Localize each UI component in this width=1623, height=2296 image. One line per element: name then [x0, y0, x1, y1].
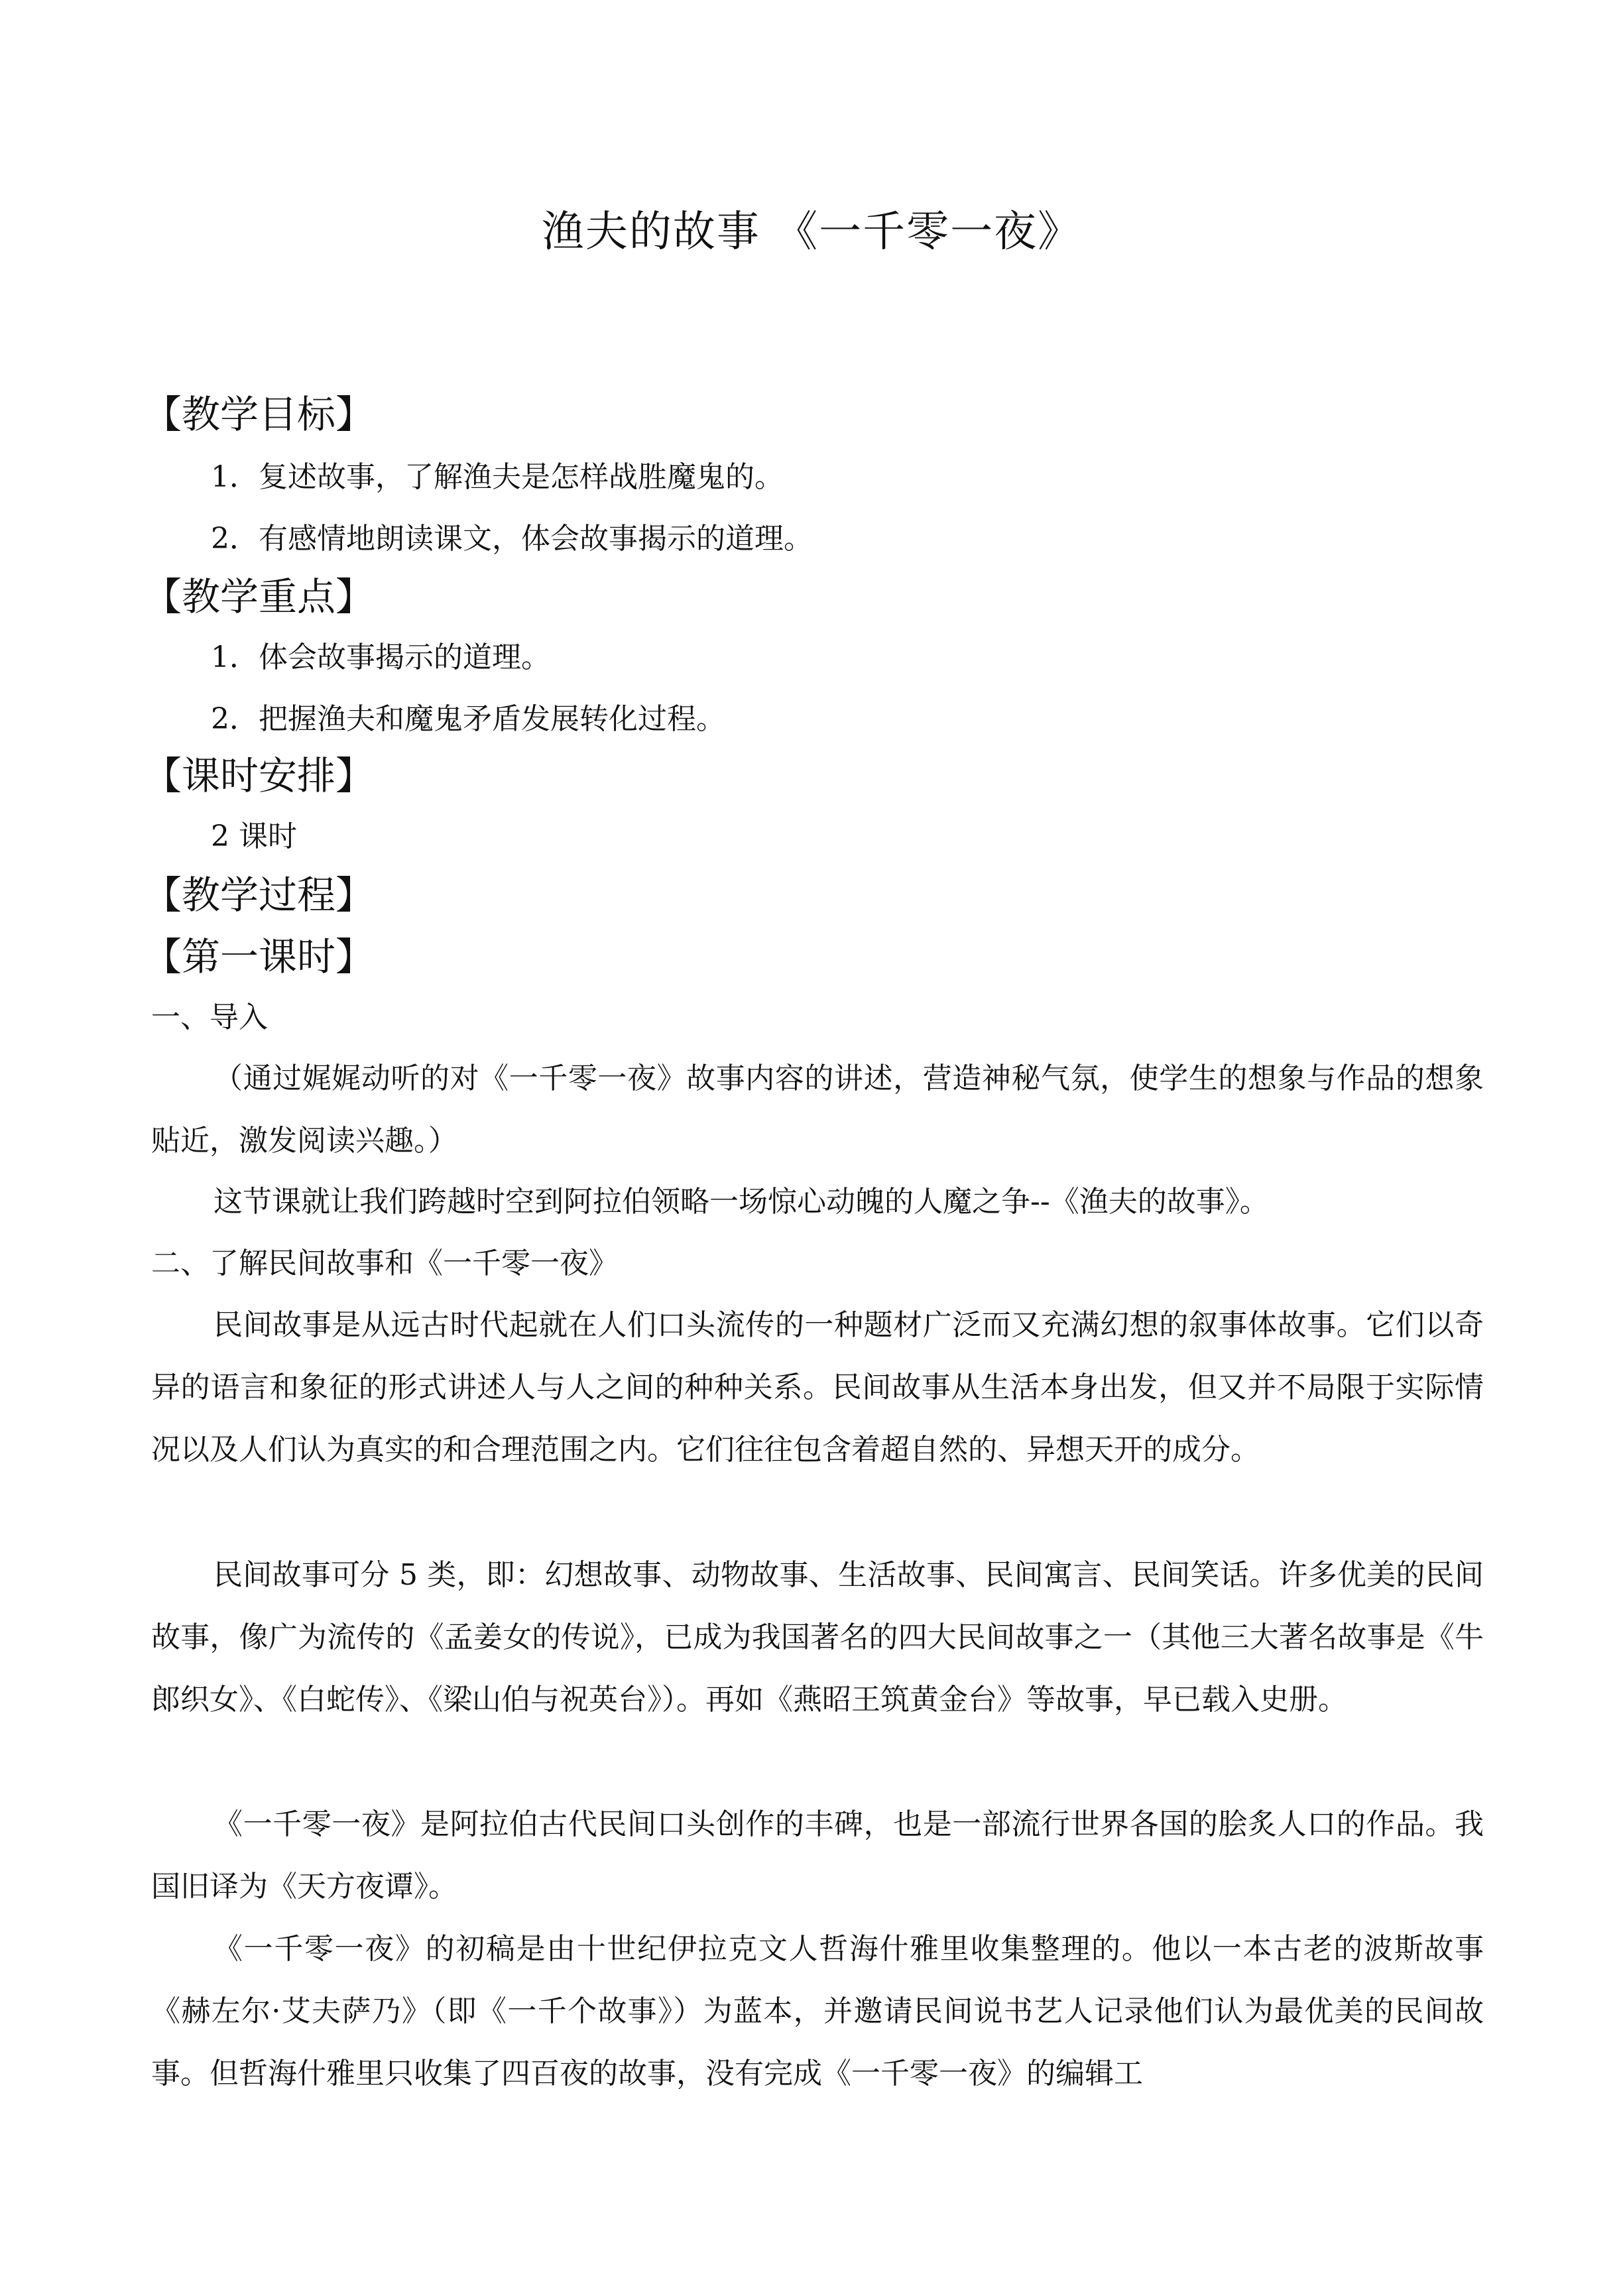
key-point-item-2: 2．把握渔夫和魔鬼矛盾发展转化过程。 — [211, 702, 725, 736]
heading-schedule: 【课时安排】 — [143, 753, 375, 798]
heading-key-points: 【教学重点】 — [143, 574, 375, 619]
section-folk-stories: 二、了解民间故事和《一千零一夜》 — [151, 1246, 618, 1280]
heading-first-lesson: 【第一课时】 — [143, 934, 375, 979]
objective-item-2: 2．有感情地朗读课文，体会故事揭示的道理。 — [211, 522, 813, 556]
paragraph-folk-categories: 民间故事可分 5 类，即：幻想故事、动物故事、生活故事、民间寓言、民间笑话。许多优美的民间故事，像广为流传的《孟姜女的传说》，已成为我国著名的四大民间故事之一（其他三大著名故事是《牛郎织女》、《白蛇传》、《梁山伯与祝英台》）。再如《燕昭王筑黄金台》等故事，早已载入史册。 — [151, 1558, 1484, 1717]
objective-item-1: 1．复述故事，了解渔夫是怎样战胜魔鬼的。 — [211, 460, 784, 494]
key-point-item-1: 1．体会故事揭示的道理。 — [211, 640, 550, 674]
paragraph-nights-overview: 《一千零一夜》是阿拉伯古代民间口头创作的丰碑，也是一部流行世界各国的脍炙人口的作品。我国旧译为《天方夜谭》。 — [151, 1807, 1484, 1903]
section-intro: 一、导入 — [151, 1000, 268, 1034]
heading-objectives: 【教学目标】 — [143, 392, 375, 437]
paragraph-nights-origin: 《一千零一夜》的初稿是由十世纪伊拉克文人哲海什雅里收集整理的。他以一本古老的波斯故事《赫左尔·艾夫萨乃》（即《一千个故事》）为蓝本，并邀请民间说书艺人记录他们认为最优美的民间故事。但哲海什雅里只收集了四百夜的故事，没有完成《一千零一夜》的编辑工 — [151, 1932, 1484, 2090]
schedule-text: 2 课时 — [211, 819, 297, 853]
paragraph-folk-definition: 民间故事是从远古时代起就在人们口头流传的一种题材广泛而又充满幻想的叙事体故事。它们以奇异的语言和象征的形式讲述人与人之间的种种关系。民间故事从生活本身出发，但又并不局限于实际情况以及人们认为真实的和合理范围之内。它们往往包含着超自然的、异想天开的成分。 — [151, 1308, 1484, 1467]
paragraph-intro-lead: 这节课就让我们跨越时空到阿拉伯领略一场惊心动魄的人魔之争--《渔夫的故事》。 — [213, 1185, 1269, 1219]
paragraph-intro-note: （通过娓娓动听的对《一千零一夜》故事内容的讲述，营造神秘气氛，使学生的想象与作品的想象贴近，激发阅读兴趣。） — [151, 1061, 1484, 1158]
heading-process: 【教学过程】 — [143, 873, 375, 918]
document-title: 渔夫的故事 《一千零一夜》 — [541, 208, 1082, 257]
